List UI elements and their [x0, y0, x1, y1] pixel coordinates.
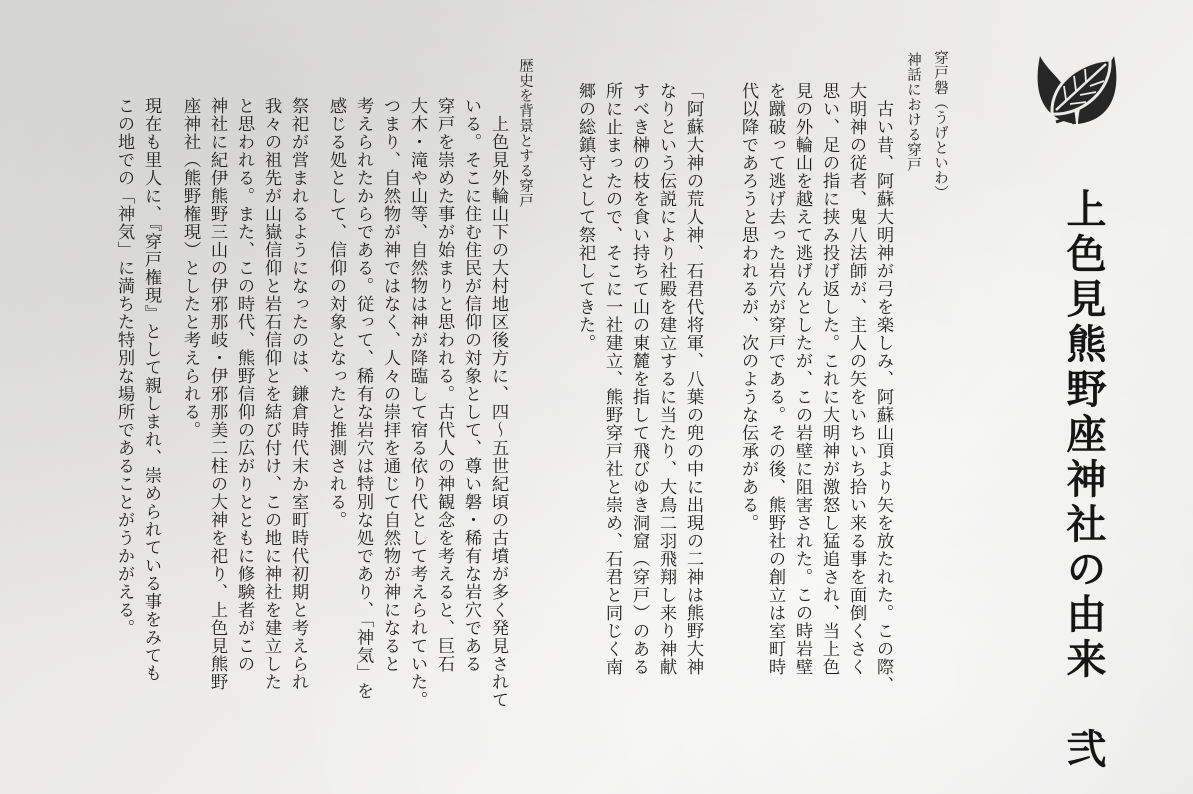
section2-line: 現在も里人に、『穿戸権現』として親しまれ、崇められている事をみても: [141, 97, 161, 683]
section1-line: 所に止まったので、そこに一社建立、熊野穿戸社と崇め、石君と同じく南: [602, 82, 622, 676]
section2-line: 大木・滝や山等、自然物は神が降臨して宿る依り代として考えられていた。: [407, 97, 427, 709]
section1-heading1: 穿戸磐（うげといわ）: [932, 50, 948, 200]
section2-heading: 歴史を背景とする穿戸: [517, 58, 533, 208]
page-title: 上色見熊野座神社の由来 弐: [1060, 188, 1107, 773]
section2-line: 神社に紀伊熊野三山の伊邪那岐・伊邪那美二柱の大神を祀り、上色見熊野: [207, 97, 227, 691]
section2-line: つまり、自然物が神ではなく、人々の崇拝を通じて自然物が神になると: [380, 97, 400, 673]
section1-line: 「阿蘇大神の荒人神、石君代将軍、八葉の兜の中に出現の二神は熊野大神: [683, 82, 703, 676]
section1-line: 見の外輪山を越えて逃げんとしたが、この岩壁に阻害された。この時岩壁: [792, 82, 812, 676]
section1-line: 古い昔、阿蘇大明神が弓を楽しみ、阿蘇山頂より矢を放たれた。この際、: [873, 100, 893, 694]
section1-line: 代以降であろうと思われるが、次のような伝承がある。: [738, 82, 758, 532]
section2-line: この地での「神気」に満ちた特別な場所であることがうかがえる。: [114, 97, 134, 637]
leaf-crest-icon: [1030, 50, 1124, 128]
section2-line: 穿戸を崇めた事が始まりと思われる。古代人の神観念を考えると、巨石: [434, 97, 454, 673]
section2-line: 座神社（熊野権現）としたと考えられる。: [180, 97, 200, 439]
section2-line: 上色見外輪山下の大村地区後方に、四～五世紀頃の古墳が多く発見されて: [488, 115, 508, 709]
section1-line: を蹴破って逃げ去った岩穴が穿戸である。その後、熊野社の創立は室町時: [765, 82, 785, 676]
section2-line: 祭祀が営まれるようになったのは、鎌倉時代末か室町時代初期と考えられ: [288, 97, 308, 691]
section1-heading2: 神話における穿戸: [905, 52, 921, 172]
section2-line: 我々の祖先が山嶽信仰と岩石信仰とを結び付け、この地に神社を建立した: [261, 97, 281, 691]
section1-line: 郷の総鎮守として祭祀してきた。: [575, 82, 595, 352]
section2-line: いる。そこに住む住民が信仰の対象として、尊い磐・稀有な岩穴である: [461, 97, 481, 673]
section2-line: 感じる処として、信仰の対象となったと推測される。: [326, 97, 346, 529]
section1-line: 大明神の従者、鬼八法師が、主人の矢をいちいち拾い来る事を面倒くさく: [846, 82, 866, 676]
section2-line: 考えられたからである。従って、稀有な岩穴は特別な処であり、「神気」を: [353, 97, 373, 701]
section1-line: なりという伝説により社殿を建立するに当たり、大鳥二羽飛翔し来り神献: [656, 82, 676, 676]
section1-line: 思い、足の指に挟み投げ返した。これに大明神が激怒し猛追され、当上色: [819, 82, 839, 676]
section1-line: すべき榊の枝を食い持ちて山の東麓を指して飛びゆき洞窟（穿戸）のある: [629, 82, 649, 676]
section2-line: と思われる。また、この時代、熊野信仰の広がりとともに修験者がこの: [234, 97, 254, 673]
